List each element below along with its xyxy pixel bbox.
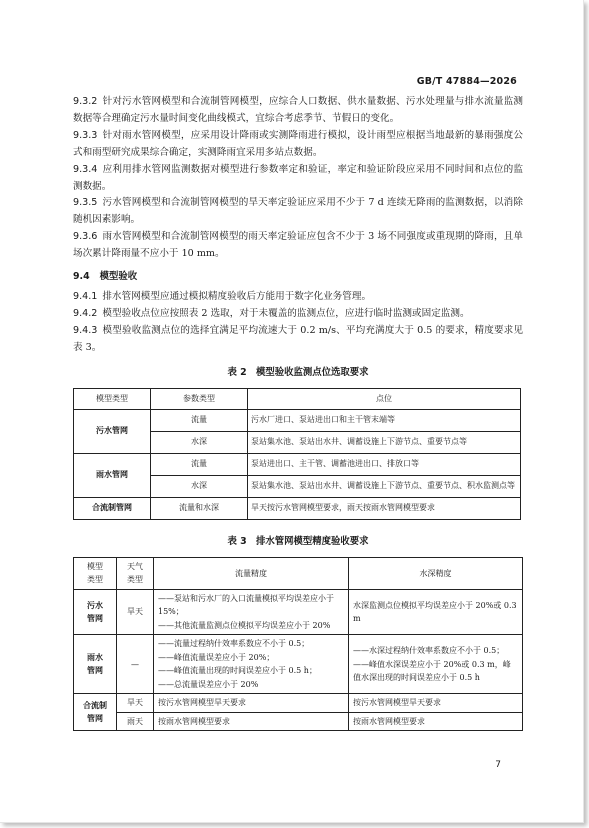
model-type-cell: 合流制 管网: [74, 694, 117, 731]
table-row: [74, 498, 521, 520]
section-9-4-heading: [73, 269, 523, 286]
table-row: [74, 410, 521, 432]
clause-number: 9.3.4: [73, 163, 98, 175]
location-cell: 泵站集水池、泵站出水井、调蓄设施上下游节点、重要节点等: [248, 432, 521, 454]
table-row: [74, 635, 523, 694]
param-type-cell: 流量和水深: [151, 498, 248, 520]
param-type-cell: 流量: [151, 410, 248, 432]
flow-accuracy-cell: [154, 635, 349, 694]
weather-type-cell: 旱天: [117, 694, 154, 713]
clause-9-4-1: [73, 289, 523, 306]
clause-text: 污水管网模型和合流制管网模型的旱天率定验证应采用不少于 7 d 连续无降雨的监测数据，以消除随机因素影响。: [73, 197, 523, 226]
table-row: [74, 454, 521, 476]
table-header-row: [74, 557, 523, 589]
clause-text: 模型验收点位应按照表 2 选取，对于未覆盖的监测点位，应进行临时监测或固定监测。: [102, 307, 470, 319]
location-cell: 泵站进出口、主干管、调蓄池进出口、排放口等: [248, 454, 521, 476]
model-type-cell: 污水管网: [74, 410, 151, 454]
clause-number: 9.3.5: [73, 197, 98, 209]
requirement-item: ——流量过程纳什效率系数应不小于 0.5；: [158, 639, 310, 649]
weather-type-cell: 雨天: [117, 712, 154, 731]
clause-text: 模型验收监测点位的选择宜满足平均流速大于 0.2 m/s、平均充满度大于 0.5 的要求，精度要求见表 3。: [73, 324, 523, 353]
clause-9-4-3: [73, 323, 523, 357]
section-number: 9.4: [73, 271, 90, 283]
clause-9-3-5: [73, 195, 523, 229]
page-number: 7: [495, 760, 501, 770]
clause-number: 9.4.2: [73, 307, 98, 319]
flow-accuracy-cell: 按污水管网模型旱天要求: [154, 694, 349, 713]
section-title: 模型验收: [99, 271, 138, 283]
requirement-item: ——水深过程纳什效率系数应不小于 0.5；: [353, 646, 505, 656]
clause-9-3-4: [73, 162, 523, 196]
location-cell: 污水厂进口、泵站进出口和主干管末端等: [248, 410, 521, 432]
column-header: 参数类型: [151, 388, 248, 410]
flow-accuracy-cell: [154, 589, 349, 635]
clause-9-3-2: [73, 94, 523, 128]
clause-number: 9.4.3: [73, 324, 98, 336]
table-2: [73, 388, 521, 520]
model-type-cell: 污水 管网: [74, 589, 117, 635]
model-type-cell: 雨水 管网: [74, 635, 117, 694]
clause-text: 针对污水管网模型和合流制管网模型，应综合人口数据、供水量数据、污水处理量与排水流量监测数据等合理确定污水量时间变化曲线模式，宜综合考虑季节、节假日的变化。: [73, 96, 523, 124]
clause-number: 9.3.6: [73, 231, 98, 243]
requirement-item: ——峰值流量误差应小于 20%；: [158, 652, 275, 662]
requirement-item: ——其他流量监测点位模拟平均误差应小于 20%: [158, 620, 331, 630]
body-text: [73, 94, 523, 731]
column-header: 流量精度: [154, 557, 349, 589]
param-type-cell: 水深: [151, 432, 248, 454]
depth-accuracy-cell: [349, 635, 523, 694]
column-header: 天气 类型: [117, 557, 154, 589]
param-type-cell: 水深: [151, 476, 248, 498]
clause-number: 9.3.3: [73, 129, 98, 141]
model-type-cell: 雨水管网: [74, 454, 151, 498]
column-header: 模型 类型: [74, 557, 117, 589]
clause-text: 排水管网模型应通过模拟精度验收后方能用于数字化业务管理。: [102, 290, 372, 302]
table-header-row: [74, 388, 521, 410]
clause-text: 针对雨水管网模型，应采用设计降雨或实测降雨进行模拟，设计雨型应根据当地最新的暴雨强度公式和雨型研究成果综合确定，实测降雨宜采用多站点数据。: [73, 129, 523, 158]
clause-9-3-3: [73, 128, 523, 162]
clause-9-3-6: [73, 229, 523, 263]
clause-number: 9.3.2: [73, 96, 98, 107]
clause-text: 应利用排水管网监测数据对模型进行参数率定和验证，率定和验证阶段应采用不同时间和点位的监测数据。: [73, 163, 523, 192]
requirement-item: ——峰值流量出现的时间误差应小于 0.5 h；: [158, 666, 317, 676]
depth-accuracy-cell: 按雨水管网模型要求: [349, 712, 523, 731]
requirement-item: ——总流量误差应小于 20%: [158, 679, 259, 689]
table-3-title: 表 3 排水管网模型精度验收要求: [227, 535, 369, 547]
location-cell: 旱天按污水管网模型要求，雨天按雨水管网模型要求: [248, 498, 521, 520]
clause-text: 雨水管网模型和合流制管网模型的雨天率定验证应包含不少于 3 场不同强度或重现期的降雨，且单场次累计降雨量不应小于 10 mm。: [73, 231, 523, 260]
param-type-cell: 流量: [151, 454, 248, 476]
clause-number: 9.4.1: [73, 290, 98, 302]
model-type-cell: 合流制管网: [74, 498, 151, 520]
weather-type-cell: —: [117, 635, 154, 694]
column-header: 点位: [248, 388, 521, 410]
column-header: 模型类型: [74, 388, 151, 410]
requirement-item: ——泵站和污水厂的入口流量模拟平均误差应小于 15%；: [158, 593, 334, 617]
requirement-item: ——峰值水深误差应小于 20%或 0.3 m，峰值水深出现的时间误差应小于 0.5 h: [353, 659, 511, 683]
table-3: [73, 557, 523, 732]
table-2-title: 表 2 模型验收监测点位选取要求: [227, 366, 369, 378]
depth-accuracy-cell: 按污水管网模型旱天要求: [349, 694, 523, 713]
weather-type-cell: 旱天: [117, 589, 154, 635]
location-cell: 泵站集水池、泵站出水井、调蓄设施上下游节点、重要节点、积水监测点等: [248, 476, 521, 498]
depth-accuracy-cell: 水深监测点位模拟平均误差应小于 20%或 0.3 m: [349, 589, 523, 635]
table-row: [74, 694, 523, 713]
column-header: 水深精度: [349, 557, 523, 589]
flow-accuracy-cell: 按雨水管网模型要求: [154, 712, 349, 731]
clause-9-4-2: [73, 306, 523, 323]
document-number: GB/T 47884—2026: [416, 76, 517, 87]
table-row: [74, 589, 523, 635]
table-row: [74, 712, 523, 731]
